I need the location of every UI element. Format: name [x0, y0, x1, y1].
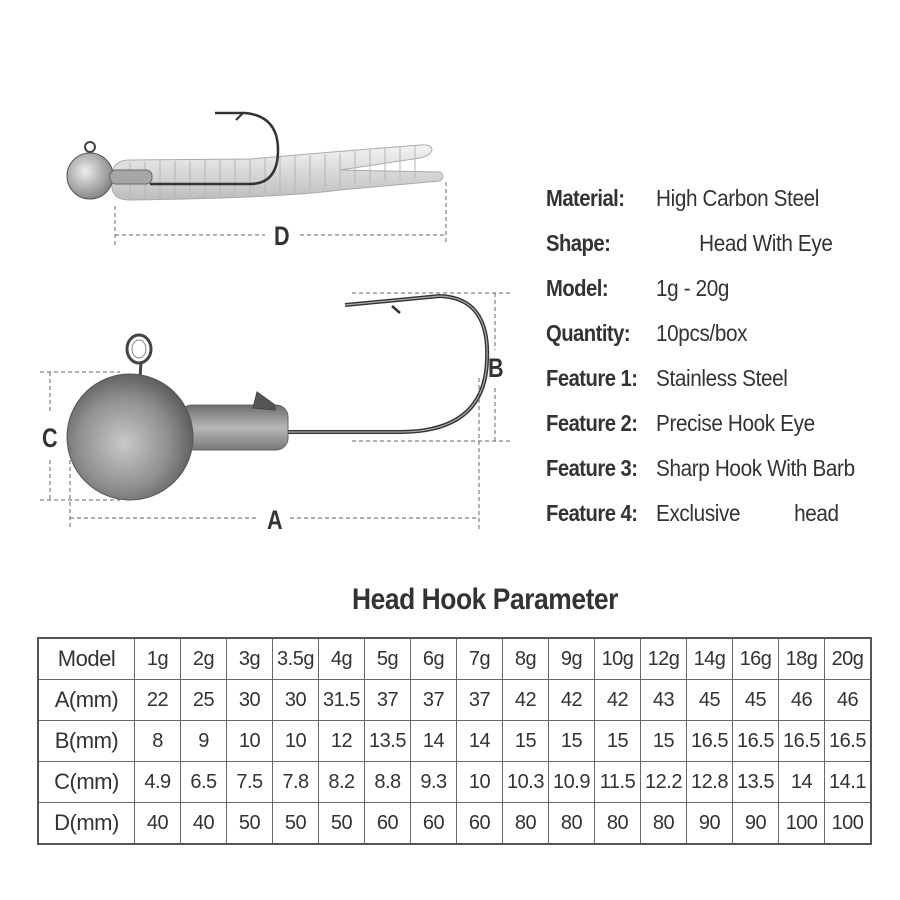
table-cell: 10.9: [549, 762, 595, 803]
spec-value: Sharp Hook With Barb: [656, 455, 855, 481]
table-cell: 50: [273, 803, 319, 845]
table-cell: 13.5: [733, 762, 779, 803]
table-cell: 100: [825, 803, 872, 845]
table-row: [38, 721, 871, 762]
table-cell: 10: [227, 721, 273, 762]
table-cell: 16.5: [733, 721, 779, 762]
spec-value: 10pcs/box: [656, 320, 748, 346]
table-cell: 10.3: [503, 762, 549, 803]
table-cell: 10g: [595, 638, 641, 680]
table-cell: 30: [273, 680, 319, 721]
spec-list: [546, 176, 886, 536]
row-header: B(mm): [38, 721, 135, 762]
spec-row-shape: [546, 221, 886, 266]
table-cell: 18g: [779, 638, 825, 680]
table-cell: 5g: [365, 638, 411, 680]
table-cell: 40: [135, 803, 181, 845]
table-cell: 80: [641, 803, 687, 845]
spec-row-feature-1: [546, 356, 886, 401]
table-cell: 37: [365, 680, 411, 721]
spec-value: 1g - 20g: [656, 275, 730, 301]
dimension-label-a: A: [266, 505, 283, 535]
dimension-label-d: D: [273, 221, 290, 251]
table-cell: 11.5: [595, 762, 641, 803]
table-row: [38, 762, 871, 803]
table-cell: 2g: [181, 638, 227, 680]
row-header: D(mm): [38, 803, 135, 845]
table-row: [38, 803, 871, 845]
spec-row-material: [546, 176, 886, 221]
table-cell: 15: [549, 721, 595, 762]
table-cell: 20g: [825, 638, 872, 680]
table-cell: 14.1: [825, 762, 872, 803]
dimension-label-b: B: [487, 353, 504, 383]
table-cell: 16.5: [779, 721, 825, 762]
spec-key: Feature 4:: [546, 500, 638, 526]
table-cell: 13.5: [365, 721, 411, 762]
table-cell: 43: [641, 680, 687, 721]
table-cell: 31.5: [319, 680, 365, 721]
table-cell: 6g: [411, 638, 457, 680]
spec-key: Model:: [546, 275, 609, 301]
table-cell: 37: [457, 680, 503, 721]
table-cell: 45: [733, 680, 779, 721]
parameter-table: [37, 637, 872, 845]
row-header: Model: [38, 638, 135, 680]
table-cell: 50: [227, 803, 273, 845]
table-cell: 90: [733, 803, 779, 845]
spec-value: Head With Eye: [656, 230, 833, 256]
spec-value: High Carbon Steel: [656, 185, 820, 211]
jig-head-illustration: [40, 293, 512, 530]
spec-row-feature-4: [546, 491, 886, 536]
table-cell: 80: [549, 803, 595, 845]
table-cell: 40: [181, 803, 227, 845]
table-cell: 7.5: [227, 762, 273, 803]
table-cell: 8g: [503, 638, 549, 680]
table-cell: 6.5: [181, 762, 227, 803]
table-cell: 80: [595, 803, 641, 845]
table-cell: 46: [779, 680, 825, 721]
table-cell: 30: [227, 680, 273, 721]
table-cell: 4g: [319, 638, 365, 680]
table-cell: 14: [779, 762, 825, 803]
table-cell: 15: [503, 721, 549, 762]
table-cell: 3g: [227, 638, 273, 680]
table-cell: 25: [181, 680, 227, 721]
table-cell: 46: [825, 680, 872, 721]
table-cell: 14: [411, 721, 457, 762]
table-cell: 14: [457, 721, 503, 762]
table-cell: 90: [687, 803, 733, 845]
table-cell: 50: [319, 803, 365, 845]
table-cell: 60: [411, 803, 457, 845]
table-cell: 60: [457, 803, 503, 845]
table-cell: 8.2: [319, 762, 365, 803]
table-cell: 10: [457, 762, 503, 803]
table-cell: 45: [687, 680, 733, 721]
table-row: [38, 680, 871, 721]
table-cell: 12g: [641, 638, 687, 680]
spec-key: Material:: [546, 185, 625, 211]
table-cell: 12: [319, 721, 365, 762]
table-cell: 80: [503, 803, 549, 845]
table-cell: 14g: [687, 638, 733, 680]
table-cell: 7g: [457, 638, 503, 680]
table-cell: 16.5: [825, 721, 872, 762]
table-cell: 8: [135, 721, 181, 762]
table-cell: 42: [503, 680, 549, 721]
spec-value: Precise Hook Eye: [656, 410, 815, 436]
row-header: A(mm): [38, 680, 135, 721]
table-cell: 9: [181, 721, 227, 762]
table-cell: 4.9: [135, 762, 181, 803]
table-cell: 42: [595, 680, 641, 721]
table-cell: 10: [273, 721, 319, 762]
table-title: Head Hook Parameter: [351, 583, 619, 616]
table-cell: 16.5: [687, 721, 733, 762]
spec-key: Feature 3:: [546, 455, 638, 481]
row-header: C(mm): [38, 762, 135, 803]
spec-row-quantity: [546, 311, 886, 356]
table-cell: 9g: [549, 638, 595, 680]
jig-head-diagram: [0, 0, 540, 560]
table-cell: 60: [365, 803, 411, 845]
spec-key: Shape:: [546, 230, 611, 256]
table-cell: 37: [411, 680, 457, 721]
table-cell: 15: [595, 721, 641, 762]
table-cell: 8.8: [365, 762, 411, 803]
table-cell: 42: [549, 680, 595, 721]
table-cell: 100: [779, 803, 825, 845]
spec-key: Feature 2:: [546, 410, 638, 436]
spec-key: Feature 1:: [546, 365, 638, 391]
table-cell: 12.2: [641, 762, 687, 803]
table-row: [38, 638, 871, 680]
table-cell: 3.5g: [273, 638, 319, 680]
spec-row-model: [546, 266, 886, 311]
spec-value: Stainless Steel: [656, 365, 788, 391]
dimension-label-c: C: [41, 423, 58, 453]
worm-illustration: [67, 113, 446, 245]
table-cell: 9.3: [411, 762, 457, 803]
table-cell: 15: [641, 721, 687, 762]
spec-row-feature-2: [546, 401, 886, 446]
table-cell: 22: [135, 680, 181, 721]
spec-key: Quantity:: [546, 320, 631, 346]
table-cell: 16g: [733, 638, 779, 680]
table-cell: 12.8: [687, 762, 733, 803]
table-cell: 7.8: [273, 762, 319, 803]
spec-value: Exclusive head: [656, 500, 839, 526]
spec-row-feature-3: [546, 446, 886, 491]
table-cell: 1g: [135, 638, 181, 680]
